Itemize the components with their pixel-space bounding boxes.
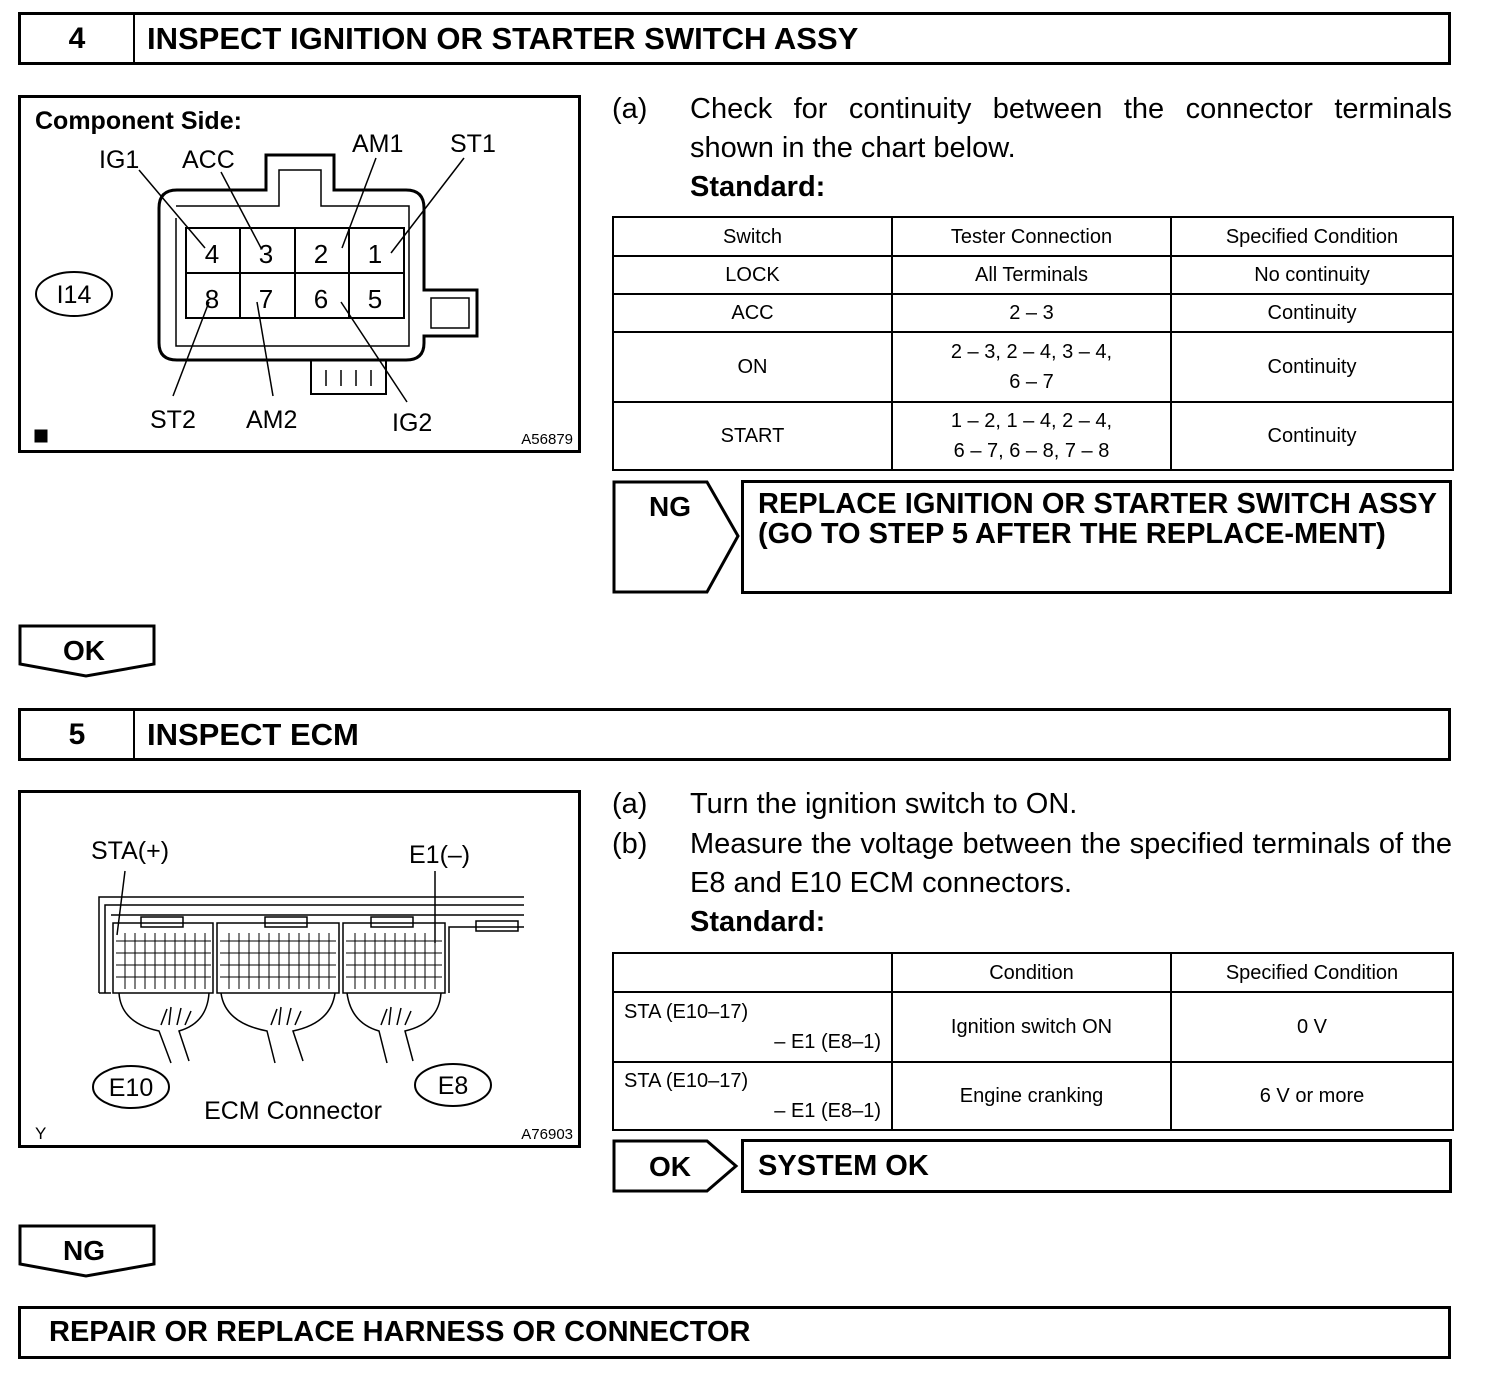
step4-header: [18, 12, 1451, 65]
connector-latch: [311, 360, 386, 394]
ignition-switch-figure: [18, 95, 581, 453]
table-row: LOCK All Terminals No continuity: [613, 256, 1453, 294]
instruction-b-text: Measure the voltage between the specified terminals of the E8 and E10 ECM connectors.: [690, 828, 1452, 899]
pin-1: 1: [367, 239, 383, 269]
th-switch: Switch: [613, 217, 892, 256]
ng-result-text: REPLACE IGNITION OR STARTER SWITCH ASSY (GO TO STEP 5 AFTER THE REPLACE-MENT): [758, 488, 1437, 550]
label-st2: ST2: [150, 406, 196, 434]
step5-instruction-b: [612, 825, 1452, 905]
pin-7: 7: [258, 284, 274, 314]
step4-title: INSPECT IGNITION OR STARTER SWITCH ASSY: [147, 20, 859, 56]
final-action-text: REPAIR OR REPLACE HARNESS OR CONNECTOR: [49, 1316, 751, 1348]
terminal-leaders: [117, 871, 435, 943]
pin-5: 5: [367, 284, 383, 314]
label-e1: E1(–): [409, 841, 471, 869]
ok-label: OK: [63, 635, 105, 666]
corner-mark-icon: [35, 430, 47, 442]
pin-3: 3: [258, 239, 274, 269]
figure-id: A56879: [521, 431, 573, 448]
table-row: ON 2 – 3, 2 – 4, 3 – 4, 6 – 7 Continuity: [613, 332, 1453, 402]
instruction-a-label: (a): [612, 93, 648, 125]
leader-lines: [139, 158, 464, 402]
corner-mark: Y: [35, 1124, 47, 1143]
ok-arrow-step4: [18, 624, 158, 678]
step4-instruction-a: [612, 90, 1452, 170]
instruction-a-label: (a): [612, 788, 648, 820]
ecm-terminal-grid: [116, 933, 442, 989]
ng-arrow-step5: [18, 1224, 158, 1278]
instruction-a-text: Check for continuity between the connector terminals shown in the chart below.: [690, 93, 1452, 164]
label-e8: E8: [437, 1072, 469, 1100]
table-row: STA (E10–17) – E1 (E8–1) Engine cranking 6 V or more: [613, 1062, 1453, 1130]
table-row: START 1 – 2, 1 – 4, 2 – 4, 6 – 7, 6 – 8, 7 – 8 Continuity: [613, 402, 1453, 470]
pin-4: 4: [204, 239, 220, 269]
pin-6: 6: [313, 284, 329, 314]
latch-lines: [326, 370, 371, 386]
ng-result-step4: [741, 480, 1452, 594]
step4-standard-label: Standard:: [690, 171, 826, 203]
ecm-housing: [99, 897, 524, 993]
step4-number: 4: [21, 15, 135, 62]
th-tester-connection: Tester Connection: [892, 217, 1171, 256]
ng-label: NG: [649, 491, 691, 522]
label-e10: E10: [108, 1074, 154, 1102]
ok-result-text: SYSTEM OK: [758, 1150, 929, 1182]
step5-standard-label: Standard:: [690, 906, 826, 938]
th-condition: Condition: [892, 953, 1171, 992]
figure-id: A76903: [521, 1126, 573, 1143]
table-row: ACC 2 – 3 Continuity: [613, 294, 1453, 332]
th-specified-condition: Specified Condition: [1171, 217, 1453, 256]
step5-number: 5: [21, 711, 135, 758]
connector-id: I14: [56, 281, 92, 309]
ng-flag-step4: [612, 480, 740, 594]
label-ig2: IG2: [392, 409, 433, 437]
step5-header: [18, 708, 1451, 761]
pin-8: 8: [204, 284, 220, 314]
ok-flag-step5: [612, 1139, 740, 1193]
label-am1: AM1: [352, 130, 404, 158]
step5-instruction-a: [612, 785, 1452, 825]
step5-title: INSPECT ECM: [147, 716, 359, 752]
figure-heading: Component Side:: [35, 107, 242, 135]
ok-result-step5: [741, 1139, 1452, 1193]
pin-2: 2: [313, 239, 329, 269]
label-am2: AM2: [246, 406, 298, 434]
continuity-table: [612, 216, 1454, 471]
ng-label: NG: [63, 1235, 105, 1266]
label-acc: ACC: [182, 146, 235, 174]
final-action-box: [18, 1306, 1451, 1359]
ecm-connector-figure: [18, 790, 581, 1148]
instruction-b-label: (b): [612, 828, 648, 860]
voltage-table: [612, 952, 1454, 1131]
th-specified-condition: Specified Condition: [1171, 953, 1453, 992]
ecm-caption: ECM Connector: [204, 1097, 382, 1125]
wire-harness: [119, 993, 441, 1063]
label-ig1: IG1: [99, 146, 140, 174]
ok-label: OK: [649, 1151, 691, 1182]
th-terminal: [613, 953, 892, 992]
connector-tab: [431, 298, 469, 328]
table-row: STA (E10–17) – E1 (E8–1) Ignition switch ON 0 V: [613, 992, 1453, 1062]
label-st1: ST1: [450, 130, 496, 158]
instruction-a-text: Turn the ignition switch to ON.: [690, 788, 1078, 820]
label-sta: STA(+): [91, 837, 170, 865]
